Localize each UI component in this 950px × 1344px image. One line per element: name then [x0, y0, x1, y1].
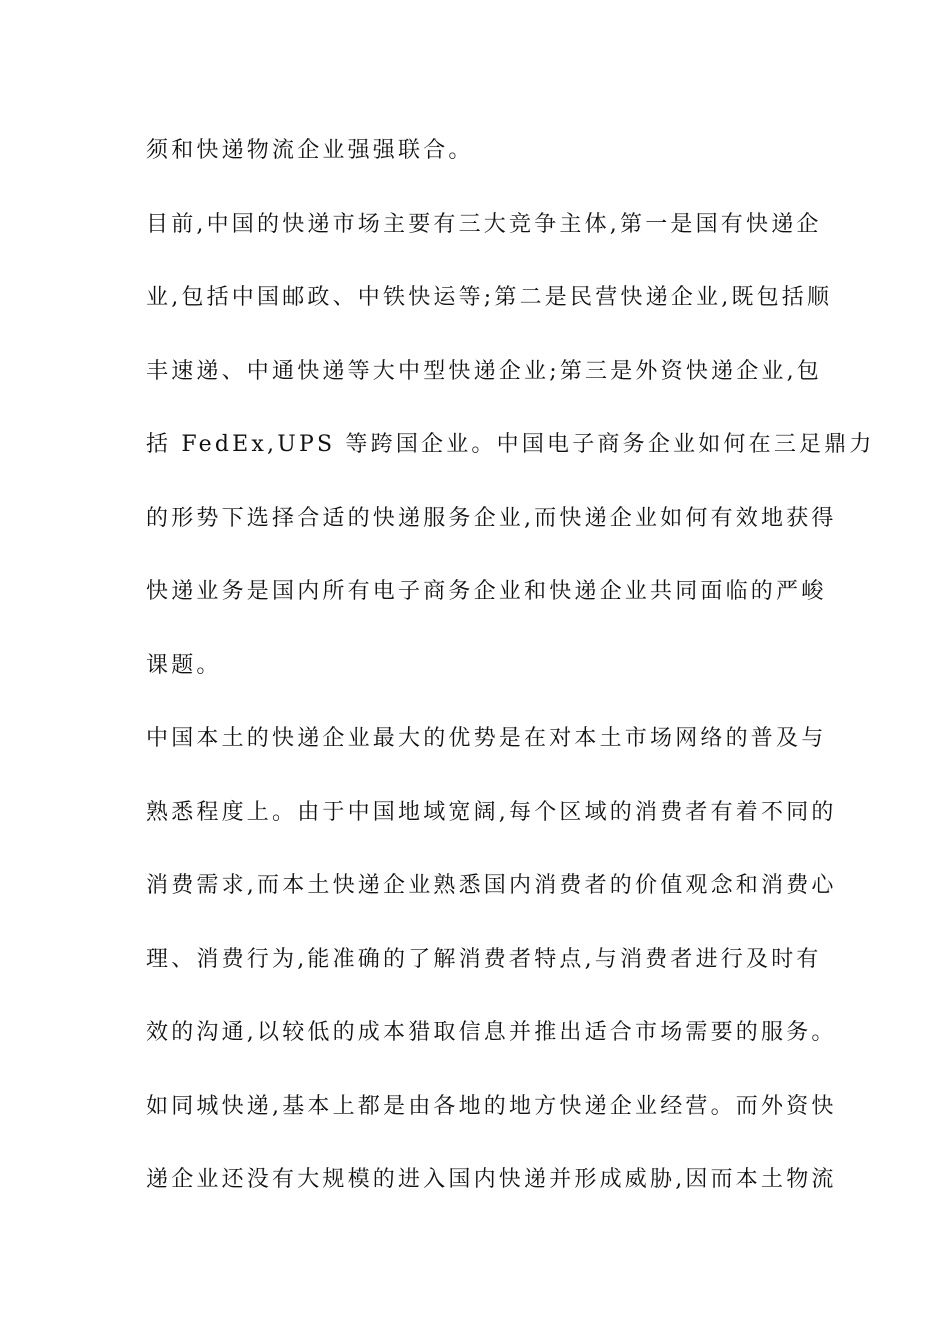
- text-line-11: 消费需求,而本土快递企业熟悉国内消费者的价值观念和消费心: [146, 873, 837, 898]
- text-line-5: 括 FedEx,UPS 等跨国企业。中国电子商务企业如何在三足鼎力: [146, 432, 875, 457]
- text-line-1: 须和快递物流企业强强联合。: [146, 138, 474, 163]
- document-body: [146, 121, 875, 1224]
- text-line-8: 课题。: [146, 652, 222, 678]
- text-line-3: 业,包括中国邮政、中铁快运等;第二是民营快递企业,既包括顺: [146, 285, 833, 310]
- text-line-13: 效的沟通,以较低的成本猎取信息并推出适合市场需要的服务。: [146, 1020, 837, 1045]
- text-line-2: 目前,中国的快递市场主要有三大竞争主体,第一是国有快递企: [146, 211, 822, 237]
- text-line-10: 熟悉程度上。由于中国地域宽阔,每个区域的消费者有着不同的: [146, 799, 837, 825]
- text-line-15: 递企业还没有大规模的进入国内快递并形成威胁,因而本土物流: [146, 1167, 837, 1192]
- text-line-7: 快递业务是国内所有电子商务企业和快递企业共同面临的严峻: [146, 579, 827, 604]
- text-line-4: 丰速递、中通快递等大中型快递企业;第三是外资快递企业,包: [146, 358, 823, 384]
- text-line-6: 的形势下选择合适的快递服务企业,而快递企业如何有效地获得: [146, 505, 837, 531]
- text-line-12: 理、消费行为,能准确的了解消费者特点,与消费者进行及时有: [146, 946, 822, 972]
- text-line-9: 中国本土的快递企业最大的优势是在对本土市场网络的普及与: [146, 726, 827, 751]
- text-line-14: 如同城快递,基本上都是由各地的地方快递企业经营。而外资快: [146, 1093, 837, 1119]
